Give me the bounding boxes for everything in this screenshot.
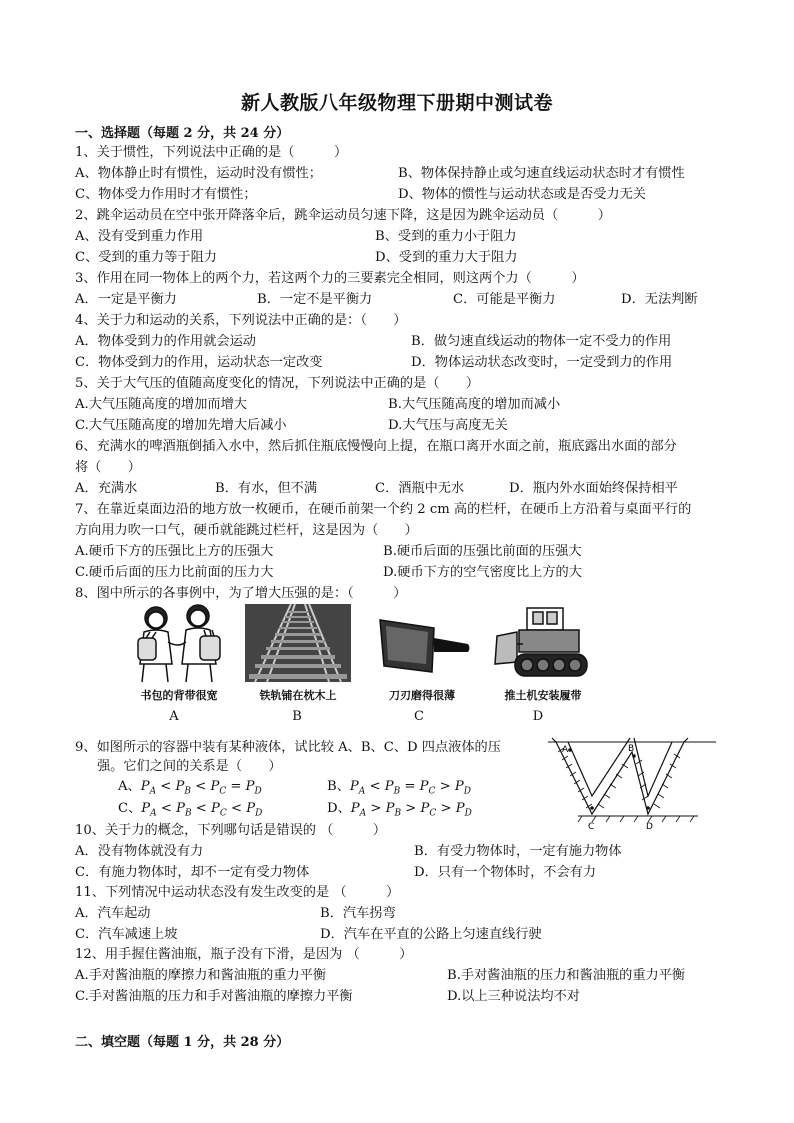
- q10-option-b: B．有受力物体时，一定有施力物体: [414, 844, 622, 859]
- q4-option-d: D．物体运动状态改变时，一定受到力的作用: [411, 355, 673, 370]
- q11-option-c: C．汽车减速上坡: [75, 927, 178, 942]
- q2-option-b: B、受到的重力小于阻力: [375, 229, 517, 244]
- bulldozer-illustration: [493, 602, 593, 682]
- fig-label-c: C: [588, 822, 595, 830]
- q5-stem: 5、关于大气压的值随高度变化的情况，下列说法中正确的是（ ）: [75, 376, 480, 391]
- q10-option-c: C．有施力物体时，却不一定有受力物体: [75, 865, 310, 880]
- q9-option-c: C、$P_A < P_B < P_C < P_D$: [118, 801, 263, 819]
- fig-label-a: A: [562, 745, 569, 755]
- q6-stem-line1: 6、充满水的啤酒瓶倒插入水中，然后抓住瓶底慢慢向上提，在瓶口离开水面之前，瓶底露出水面的部分: [75, 439, 677, 454]
- q5-option-b: B.大气压随高度的增加而减小: [388, 397, 561, 412]
- q1-option-b: B、物体保持静止或匀速直线运动状态时才有惯性: [398, 166, 685, 181]
- q5-option-d: D.大气压与高度无关: [388, 418, 508, 433]
- q12-option-b: B.手对酱油瓶的压力和酱油瓶的重力平衡: [447, 968, 686, 983]
- q10-option-a: A．没有物体就没有力: [75, 844, 204, 859]
- page-title: 新人教版八年级物理下册期中测试卷: [240, 92, 553, 114]
- q8-caption-d: 推土机安装履带: [504, 689, 582, 702]
- q8-label-d: D: [532, 709, 544, 724]
- q7-option-a: A.硬币下方的压强比上方的压强大: [75, 544, 274, 559]
- q3-option-b: B．一定不是平衡力: [257, 292, 373, 307]
- q3-option-a: A．一定是平衡力: [75, 292, 177, 307]
- q7-stem-line2: 方向用力吹一口气，硬币就能跳过栏杆，这是因为（ ）: [75, 523, 418, 538]
- q11-option-a: A．汽车起动: [75, 906, 151, 921]
- q10-option-d: D．只有一个物体时，不会有力: [414, 865, 597, 880]
- q8-label-b: B: [292, 709, 302, 724]
- q9-option-a: A、$P_A < P_B < P_C = P_D$: [118, 779, 262, 797]
- q8-stem: 8、图中所示的各事例中，为了增大压强的是：（ ）: [75, 586, 407, 601]
- q7-option-c: C.硬币后面的压力比前面的压力大: [75, 565, 274, 580]
- railway-track-illustration: [245, 604, 351, 682]
- q8-caption-a: 书包的背带很宽: [140, 689, 218, 702]
- q6-option-c: C．酒瓶中无水: [375, 481, 465, 496]
- q9-stem-line1: 9、如图所示的容器中装有某种液体，试比较 A、B、C、D 四点液体的压: [75, 740, 501, 755]
- q2-option-a: A、没有受到重力作用: [75, 229, 204, 244]
- cleaver-knife-illustration: [376, 614, 472, 676]
- q8-label-a: A: [169, 709, 179, 724]
- q9-option-d: D、$P_A > P_B > P_C > P_D$: [327, 801, 472, 819]
- q12-option-d: D.以上三种说法均不对: [447, 989, 580, 1004]
- q4-option-c: C．物体受到力的作用，运动状态一定改变: [75, 355, 323, 370]
- q11-option-b: B．汽车拐弯: [320, 906, 396, 921]
- q8-caption-c: 刀刃磨得很薄: [389, 689, 455, 702]
- q8-caption-b: 铁轨铺在枕木上: [259, 689, 337, 702]
- q4-option-a: A．物体受到力的作用就会运动: [75, 334, 256, 349]
- q11-stem: 11、下列情况中运动状态没有发生改变的是 （ ）: [75, 885, 400, 900]
- q6-option-b: B．有水，但不满: [215, 481, 318, 496]
- q1-option-c: C、物体受力作用时才有惯性；: [75, 187, 257, 202]
- q7-option-d: D.硬币下方的空气密度比上方的大: [383, 565, 582, 580]
- q2-stem: 2、跳伞运动员在空中张开降落伞后，跳伞运动员匀速下降，这是因为跳伞运动员（ ）: [75, 208, 611, 223]
- q11-option-d: D．汽车在平直的公路上匀速直线行驶: [320, 927, 542, 942]
- q10-stem: 10、关于力的概念，下列哪句话是错误的 （ ）: [75, 823, 387, 838]
- q1-stem: 1、关于惯性，下列说法中正确的是（ ）: [75, 145, 348, 160]
- fig-label-b: B: [628, 744, 635, 754]
- q7-stem-line1: 7、在靠近桌面边沿的地方放一枚硬币，在硬币前架一个约 2 cm 高的栏杆，在硬币上方沿着与桌面平行的: [75, 502, 692, 517]
- q12-stem: 12、用手握住酱油瓶，瓶子没有下滑，是因为 （ ）: [75, 947, 413, 962]
- q7-option-b: B.硬币后面的压强比前面的压强大: [383, 544, 582, 559]
- q1-option-a: A、物体静止时有惯性，运动时没有惯性；: [75, 166, 322, 181]
- q8-label-c: C: [414, 709, 424, 724]
- q3-stem: 3、作用在同一物体上的两个力，若这两个力的三要素完全相同，则这两个力（ ）: [75, 271, 585, 286]
- q4-option-b: B．做匀速直线运动的物体一定不受力的作用: [411, 334, 672, 349]
- q6-stem-line2: 将（ ）: [75, 460, 141, 475]
- q5-option-a: A.大气压随高度的增加而增大: [75, 397, 247, 412]
- q12-option-a: A.手对酱油瓶的摩擦力和酱油瓶的重力平衡: [75, 968, 327, 983]
- q5-option-c: C.大气压随高度的增加先增大后减小: [75, 418, 287, 433]
- q1-option-d: D、物体的惯性与运动状态或是否受力无关: [398, 187, 646, 202]
- q6-option-a: A．充满水: [75, 481, 138, 496]
- q9-stem-line2: 强。它们之间的关系是（ ）: [97, 759, 282, 774]
- q6-option-d: D．瓶内外水面始终保持相平: [509, 481, 678, 496]
- q3-option-c: C．可能是平衡力: [453, 292, 556, 307]
- fig-label-d: D: [646, 822, 653, 830]
- children-backpack-illustration: [126, 602, 232, 684]
- q9-option-b: B、$P_A < P_B = P_C > P_D$: [327, 779, 471, 797]
- q4-stem: 4、关于力和运动的关系，下列说法中正确的是：（ ）: [75, 313, 407, 328]
- q2-option-d: D、受到的重力大于阻力: [375, 250, 518, 265]
- section-fill-heading: 二、填空题（每题 1 分，共 28 分）: [75, 1035, 290, 1050]
- q3-option-d: D．无法判断: [621, 292, 698, 307]
- q2-option-c: C、受到的重力等于阻力: [75, 250, 217, 265]
- q12-option-c: C.手对酱油瓶的压力和手对酱油瓶的摩擦力平衡: [75, 989, 353, 1004]
- section-choice-heading: 一、选择题（每题 2 分，共 24 分）: [75, 126, 290, 141]
- w-container-diagram: [548, 734, 720, 830]
